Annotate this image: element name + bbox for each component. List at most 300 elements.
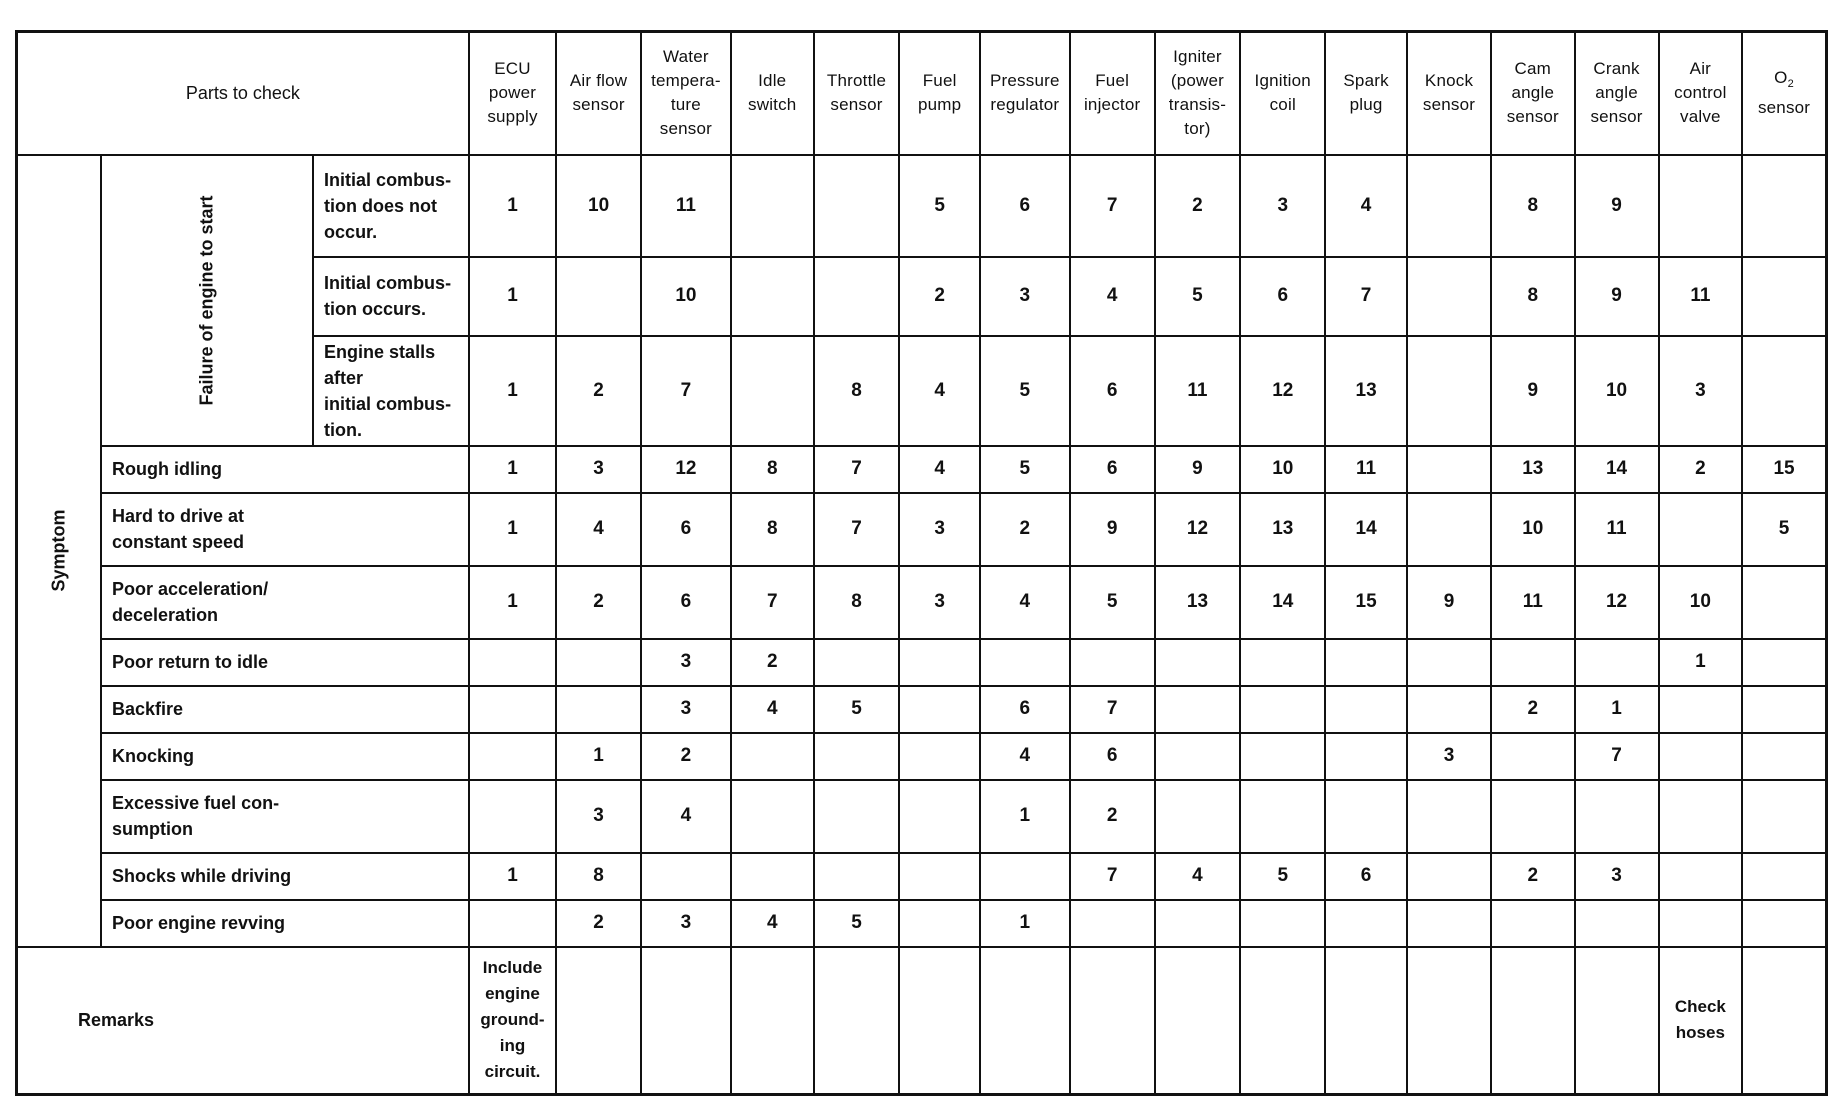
symptom-group-label [17, 155, 102, 947]
column-header-line: valve [1680, 107, 1721, 127]
column-header-line: Air flow [569, 71, 628, 91]
remark-line: Check [1674, 997, 1726, 1017]
check-order-cell [1240, 900, 1325, 947]
check-order-cell: 6 [980, 155, 1070, 257]
check-order-cell: 10 [1240, 446, 1325, 493]
column-header [731, 32, 814, 155]
column-header [1155, 32, 1241, 155]
check-order-cell: 8 [1491, 155, 1574, 257]
remarks-label: Remarks [17, 947, 469, 1095]
column-header-line: power [488, 83, 537, 103]
check-order-cell [1155, 686, 1241, 733]
check-order-cell: 5 [814, 900, 900, 947]
check-order-cell [1742, 686, 1826, 733]
check-order-cell [1325, 686, 1407, 733]
check-order-cell: 6 [1070, 336, 1155, 446]
check-order-cell [556, 257, 641, 336]
column-header-line: sensor [1590, 107, 1643, 127]
column-header [1659, 32, 1743, 155]
check-order-cell: 4 [556, 493, 641, 566]
column-header [1742, 32, 1826, 155]
column-header-line: injector [1083, 95, 1141, 115]
column-header-line: regulator [990, 95, 1060, 115]
check-order-cell [1325, 639, 1407, 686]
column-header [1575, 32, 1659, 155]
column-header-line: Water [663, 47, 709, 67]
symptom-row [17, 155, 1827, 257]
check-order-cell: 4 [731, 900, 814, 947]
check-order-cell [1240, 780, 1325, 853]
check-order-cell [731, 155, 814, 257]
remark-cell [899, 947, 979, 1095]
column-header-line: Crank [1593, 59, 1640, 79]
check-order-cell: 3 [899, 566, 979, 639]
check-order-cell [814, 639, 900, 686]
check-order-cell [1491, 639, 1574, 686]
symptom-name-line: Engine stalls after [324, 341, 436, 388]
check-order-cell: 3 [641, 639, 731, 686]
check-order-cell [469, 780, 556, 853]
column-header-line: angle [1595, 83, 1638, 103]
remark-cell [556, 947, 641, 1095]
check-order-cell [556, 686, 641, 733]
check-order-cell: 11 [1491, 566, 1574, 639]
check-order-cell: 1 [469, 336, 556, 446]
check-order-cell: 12 [1575, 566, 1659, 639]
remark-line: ground- [480, 1010, 545, 1030]
check-order-cell: 9 [1070, 493, 1155, 566]
symptom-row [17, 686, 1827, 733]
symptom-name-line: Poor return to idle [112, 652, 269, 672]
check-order-cell: 2 [1659, 446, 1743, 493]
check-order-cell: 5 [1240, 853, 1325, 900]
check-order-cell: 3 [1407, 733, 1491, 780]
column-header-line: sensor [1757, 98, 1811, 118]
column-header-line: coil [1269, 95, 1296, 115]
check-order-cell: 6 [1240, 257, 1325, 336]
check-order-cell: 2 [731, 639, 814, 686]
column-header-line: Ignition [1254, 71, 1311, 91]
check-order-cell [1742, 900, 1826, 947]
symptom-name-line: Hard to drive at [112, 506, 245, 526]
symptom-name [101, 780, 469, 853]
check-order-cell [556, 639, 641, 686]
check-order-cell: 12 [1240, 336, 1325, 446]
column-header [1491, 32, 1574, 155]
symptom-row [17, 566, 1827, 639]
check-order-cell: 8 [1491, 257, 1574, 336]
remark-line: engine [485, 984, 540, 1004]
symptom-name-line: Rough idling [112, 459, 222, 479]
check-order-cell [814, 155, 900, 257]
remark-cell [1155, 947, 1241, 1095]
check-order-cell [1155, 733, 1241, 780]
symptom-row [17, 900, 1827, 947]
column-header-line: supply [487, 107, 538, 127]
failure-label-text: Failure of engine to start [196, 194, 217, 406]
column-header-line: ECU [494, 59, 531, 79]
check-order-cell: 4 [899, 336, 979, 446]
column-header [1240, 32, 1325, 155]
check-order-cell: 2 [1070, 780, 1155, 853]
remark-cell [469, 947, 556, 1095]
symptom-name-line: constant speed [112, 532, 245, 552]
check-order-cell [1155, 780, 1241, 853]
remark-line: Include [482, 958, 543, 978]
symptom-name-line: tion occurs. [324, 299, 427, 319]
check-order-cell: 8 [814, 336, 900, 446]
check-order-cell: 1 [469, 446, 556, 493]
check-order-cell: 15 [1325, 566, 1407, 639]
symptom-name-line: Excessive fuel con- [112, 793, 280, 813]
column-header-line: Cam [1514, 59, 1552, 79]
remark-cell [731, 947, 814, 1095]
check-order-cell: 4 [899, 446, 979, 493]
check-order-cell: 13 [1240, 493, 1325, 566]
check-order-cell: 3 [641, 900, 731, 947]
check-order-cell: 4 [980, 733, 1070, 780]
check-order-cell: 13 [1491, 446, 1574, 493]
column-header-line: tempera- [651, 71, 721, 91]
symptom-name-line: Poor engine revving [112, 913, 286, 933]
symptom-name [101, 566, 469, 639]
check-order-cell: 5 [899, 155, 979, 257]
check-order-cell: 6 [641, 493, 731, 566]
symptom-row [17, 639, 1827, 686]
header-row [17, 32, 1827, 155]
symptom-row [17, 780, 1827, 853]
check-order-cell: 14 [1240, 566, 1325, 639]
check-order-cell [899, 853, 979, 900]
check-order-cell [1659, 853, 1743, 900]
column-header-line: ture [670, 95, 701, 115]
symptom-name-line: Backfire [112, 699, 184, 719]
check-order-cell [1659, 733, 1743, 780]
check-order-cell [731, 853, 814, 900]
check-order-cell [469, 733, 556, 780]
check-order-cell: 7 [1070, 155, 1155, 257]
check-order-cell: 11 [1575, 493, 1659, 566]
check-order-cell: 1 [556, 733, 641, 780]
check-order-cell: 12 [641, 446, 731, 493]
check-order-cell [899, 780, 979, 853]
check-order-cell: 2 [899, 257, 979, 336]
symptom-name [313, 257, 469, 336]
column-header [641, 32, 731, 155]
symptom-name-line: Poor acceleration/ [112, 579, 269, 599]
check-order-cell [1407, 639, 1491, 686]
check-order-cell: 5 [980, 336, 1070, 446]
check-order-cell [1742, 733, 1826, 780]
remark-cell [814, 947, 900, 1095]
check-order-cell [469, 639, 556, 686]
check-order-cell: 1 [469, 493, 556, 566]
check-order-cell [731, 336, 814, 446]
check-order-cell: 10 [556, 155, 641, 257]
column-header [1325, 32, 1407, 155]
check-order-cell [899, 733, 979, 780]
check-order-cell: 12 [1155, 493, 1241, 566]
check-order-cell: 6 [980, 686, 1070, 733]
check-order-cell [1742, 566, 1826, 639]
check-order-cell [1407, 257, 1491, 336]
remark-line: ing [499, 1036, 526, 1056]
column-header-line: Fuel [1095, 71, 1130, 91]
check-order-cell [1575, 639, 1659, 686]
column-header-line: plug [1349, 95, 1383, 115]
check-order-cell: 8 [731, 446, 814, 493]
check-order-cell [1407, 336, 1491, 446]
check-order-cell: 5 [1742, 493, 1826, 566]
check-order-cell [1325, 900, 1407, 947]
column-header-line: Air [1689, 59, 1712, 79]
symptom-name-line: Initial combus- [324, 273, 452, 293]
check-order-cell: 1 [469, 853, 556, 900]
check-order-cell [814, 780, 900, 853]
check-order-cell: 14 [1575, 446, 1659, 493]
o2-subscript: 2 [1787, 78, 1794, 91]
check-order-cell: 9 [1575, 257, 1659, 336]
column-header [899, 32, 979, 155]
check-order-cell [1325, 733, 1407, 780]
check-order-cell: 15 [1742, 446, 1826, 493]
column-header-line: sensor [1506, 107, 1559, 127]
check-order-cell: 3 [1575, 853, 1659, 900]
diagnosis-table [15, 30, 1828, 1096]
column-header-line: Fuel [922, 71, 957, 91]
remark-cell [641, 947, 731, 1095]
check-order-cell: 8 [814, 566, 900, 639]
column-header-line: Throttle [826, 71, 887, 91]
check-order-cell: 4 [1325, 155, 1407, 257]
remark-cell [1240, 947, 1325, 1095]
check-order-cell [1407, 900, 1491, 947]
check-order-cell: 1 [1575, 686, 1659, 733]
symptom-row [17, 493, 1827, 566]
check-order-cell [1240, 639, 1325, 686]
remark-cell [1742, 947, 1826, 1095]
check-order-cell [814, 257, 900, 336]
check-order-cell [1491, 733, 1574, 780]
column-header [469, 32, 556, 155]
check-order-cell: 1 [469, 155, 556, 257]
check-order-cell: 6 [1325, 853, 1407, 900]
check-order-cell: 2 [1491, 686, 1574, 733]
check-order-cell: 2 [1491, 853, 1574, 900]
symptom-name [101, 733, 469, 780]
check-order-cell [1491, 780, 1574, 853]
check-order-cell: 5 [814, 686, 900, 733]
check-order-cell [1070, 639, 1155, 686]
check-order-cell: 3 [556, 446, 641, 493]
check-order-cell [1070, 900, 1155, 947]
check-order-cell [1407, 686, 1491, 733]
column-header-line: Igniter [1173, 47, 1222, 67]
parts-to-check-header: Parts to check [17, 32, 469, 155]
symptom-name [313, 155, 469, 257]
symptom-row [17, 853, 1827, 900]
column-header [1070, 32, 1155, 155]
check-order-cell: 4 [1155, 853, 1241, 900]
column-header [814, 32, 900, 155]
symptom-name-line: Knocking [112, 746, 195, 766]
check-order-cell: 3 [899, 493, 979, 566]
column-header-line: tor) [1184, 119, 1211, 139]
check-order-cell [1407, 780, 1491, 853]
check-order-cell [731, 733, 814, 780]
check-order-cell: 6 [641, 566, 731, 639]
check-order-cell [1742, 780, 1826, 853]
symptom-name-line: occur. [324, 221, 378, 242]
symptom-name-line: deceleration [112, 605, 219, 625]
remark-cell [1407, 947, 1491, 1095]
failure-group-label [101, 155, 313, 446]
check-order-cell: 4 [731, 686, 814, 733]
column-header [556, 32, 641, 155]
check-order-cell: 2 [641, 733, 731, 780]
column-header-line: angle [1511, 83, 1555, 103]
column-header-line: transis- [1168, 95, 1227, 115]
column-header-line: sensor [1422, 95, 1476, 115]
check-order-cell: 13 [1155, 566, 1241, 639]
check-order-cell [1659, 780, 1743, 853]
check-order-cell: 9 [1407, 566, 1491, 639]
check-order-cell [899, 900, 979, 947]
remark-cell [980, 947, 1070, 1095]
check-order-cell [1575, 780, 1659, 853]
check-order-cell [469, 900, 556, 947]
check-order-cell: 1 [469, 566, 556, 639]
check-order-cell: 6 [1070, 733, 1155, 780]
check-order-cell: 11 [1155, 336, 1241, 446]
remark-cell [1070, 947, 1155, 1095]
check-order-cell [731, 780, 814, 853]
check-order-cell [641, 853, 731, 900]
column-header-line: sensor [659, 119, 712, 139]
check-order-cell: 11 [1325, 446, 1407, 493]
check-order-cell: 1 [980, 780, 1070, 853]
check-order-cell: 1 [1659, 639, 1743, 686]
check-order-cell [1407, 493, 1491, 566]
check-order-cell: 11 [1659, 257, 1743, 336]
check-order-cell [1155, 900, 1241, 947]
symptom-name-line: Shocks while driving [112, 866, 292, 886]
symptom-name [101, 493, 469, 566]
check-order-cell: 6 [1070, 446, 1155, 493]
check-order-cell [1659, 155, 1743, 257]
symptom-name-line: tion. [324, 419, 363, 440]
check-order-cell: 7 [814, 446, 900, 493]
check-order-cell: 5 [1070, 566, 1155, 639]
check-order-cell [1240, 686, 1325, 733]
check-order-cell: 8 [731, 493, 814, 566]
check-order-cell: 3 [556, 780, 641, 853]
check-order-cell: 4 [641, 780, 731, 853]
symptom-name [101, 446, 469, 493]
check-order-cell: 4 [980, 566, 1070, 639]
check-order-cell: 7 [1070, 853, 1155, 900]
check-order-cell [1742, 336, 1826, 446]
check-order-cell [1659, 900, 1743, 947]
check-order-cell: 14 [1325, 493, 1407, 566]
check-order-cell: 4 [1070, 257, 1155, 336]
check-order-cell [1742, 853, 1826, 900]
symptom-row [17, 446, 1827, 493]
check-order-cell [1407, 155, 1491, 257]
check-order-cell: 2 [1155, 155, 1241, 257]
column-header-line: Spark [1343, 71, 1389, 91]
check-order-cell [814, 733, 900, 780]
check-order-cell: 2 [556, 336, 641, 446]
symptom-name [101, 686, 469, 733]
check-order-cell [899, 686, 979, 733]
remark-line: hoses [1675, 1023, 1725, 1043]
check-order-cell: 7 [641, 336, 731, 446]
remark-cell [1325, 947, 1407, 1095]
column-header [1407, 32, 1491, 155]
check-order-cell: 9 [1155, 446, 1241, 493]
column-header-line: (power [1170, 71, 1225, 91]
check-order-cell: 7 [731, 566, 814, 639]
remark-line: circuit. [484, 1062, 541, 1082]
check-order-cell [1659, 686, 1743, 733]
symptom-name [101, 853, 469, 900]
check-order-cell: 3 [1240, 155, 1325, 257]
check-order-cell [1325, 780, 1407, 853]
check-order-cell [980, 639, 1070, 686]
check-order-cell: 7 [814, 493, 900, 566]
check-order-cell [1659, 493, 1743, 566]
symptom-name-line: sumption [112, 819, 194, 839]
symptom-name-line: initial combus- [324, 393, 452, 414]
symptom-name-line: tion does not [324, 195, 438, 216]
check-order-cell: 5 [980, 446, 1070, 493]
check-order-cell [731, 257, 814, 336]
check-order-cell: 3 [980, 257, 1070, 336]
remark-cell [1575, 947, 1659, 1095]
remarks-row [17, 947, 1827, 1095]
check-order-cell [1742, 639, 1826, 686]
column-header-line: switch [748, 95, 797, 115]
check-order-cell: 7 [1325, 257, 1407, 336]
check-order-cell: 2 [556, 900, 641, 947]
check-order-cell: 10 [1659, 566, 1743, 639]
symptom-row [17, 733, 1827, 780]
check-order-cell [980, 853, 1070, 900]
check-order-cell: 1 [469, 257, 556, 336]
check-order-cell: 13 [1325, 336, 1407, 446]
column-header-line: sensor [572, 95, 625, 115]
check-order-cell: 2 [556, 566, 641, 639]
check-order-cell: 10 [1491, 493, 1574, 566]
check-order-cell [1491, 900, 1574, 947]
check-order-cell [469, 686, 556, 733]
check-order-cell: 2 [980, 493, 1070, 566]
check-order-cell [1742, 155, 1826, 257]
check-order-cell [1742, 257, 1826, 336]
column-header-line: pump [917, 95, 962, 115]
check-order-cell: 3 [1659, 336, 1743, 446]
symptom-name-line: Initial combus- [324, 169, 452, 190]
check-order-cell: 11 [641, 155, 731, 257]
check-order-cell: 7 [1575, 733, 1659, 780]
check-order-cell: 10 [641, 257, 731, 336]
check-order-cell: 9 [1491, 336, 1574, 446]
column-header-line: O [1774, 68, 1788, 88]
check-order-cell [1240, 733, 1325, 780]
column-header-line: sensor [830, 95, 883, 115]
check-order-cell: 7 [1070, 686, 1155, 733]
